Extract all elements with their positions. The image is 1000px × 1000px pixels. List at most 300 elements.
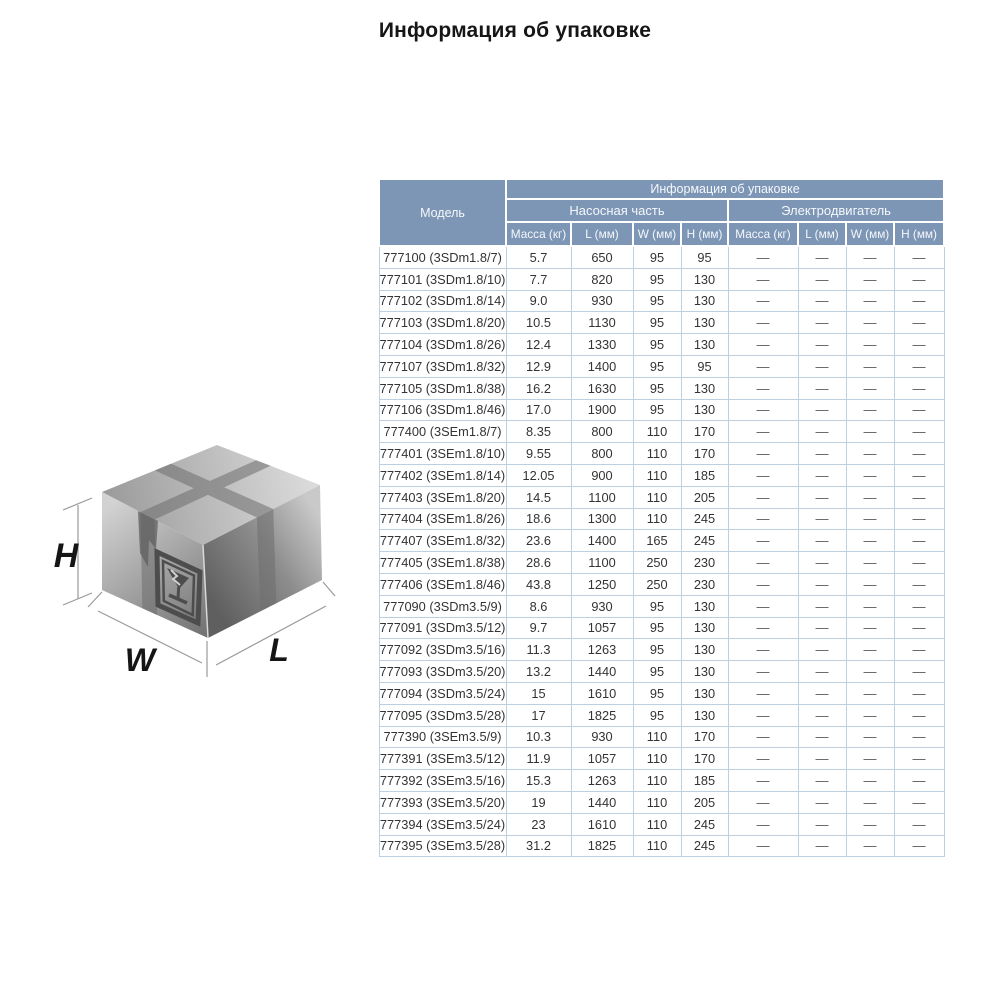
motor-value-cell: — xyxy=(846,399,894,421)
table-row xyxy=(379,246,944,268)
motor-value-cell: — xyxy=(894,813,944,835)
table-group-header: Информация об упаковке xyxy=(506,179,944,199)
section-header-pump: Насосная часть xyxy=(506,199,728,222)
motor-value-cell: — xyxy=(846,421,894,443)
model-cell: 777402 (3SEm1.8/14) xyxy=(379,464,506,486)
motor-value-cell: — xyxy=(798,530,846,552)
table-row xyxy=(379,464,944,486)
table-row xyxy=(379,791,944,813)
motor-value-cell: — xyxy=(798,617,846,639)
pump-value-cell: 8.35 xyxy=(506,421,571,443)
pump-value-cell: 250 xyxy=(633,552,681,574)
motor-value-cell: — xyxy=(846,355,894,377)
model-cell: 777404 (3SEm1.8/26) xyxy=(379,508,506,530)
width-dimension-label: W xyxy=(124,642,156,678)
pump-value-cell: 110 xyxy=(633,835,681,857)
motor-value-cell: — xyxy=(846,290,894,312)
motor-value-cell: — xyxy=(846,835,894,857)
table-row xyxy=(379,530,944,552)
pump-value-cell: 110 xyxy=(633,770,681,792)
pump-value-cell: 130 xyxy=(681,290,728,312)
motor-value-cell: — xyxy=(798,268,846,290)
pump-value-cell: 16.2 xyxy=(506,377,571,399)
motor-value-cell: — xyxy=(846,791,894,813)
pump-value-cell: 95 xyxy=(633,704,681,726)
motor-value-cell: — xyxy=(728,486,798,508)
column-header-pump-h: Н (мм) xyxy=(681,222,728,246)
motor-value-cell: — xyxy=(894,552,944,574)
pump-value-cell: 245 xyxy=(681,508,728,530)
model-cell: 777391 (3SEm3.5/12) xyxy=(379,748,506,770)
motor-value-cell: — xyxy=(728,246,798,268)
pump-value-cell: 205 xyxy=(681,486,728,508)
motor-value-cell: — xyxy=(728,704,798,726)
motor-value-cell: — xyxy=(798,704,846,726)
motor-value-cell: — xyxy=(894,835,944,857)
pump-value-cell: 130 xyxy=(681,399,728,421)
model-cell: 777092 (3SDm3.5/16) xyxy=(379,639,506,661)
pump-value-cell: 1250 xyxy=(571,573,633,595)
motor-value-cell: — xyxy=(846,508,894,530)
pump-value-cell: 14.5 xyxy=(506,486,571,508)
motor-value-cell: — xyxy=(728,290,798,312)
motor-value-cell: — xyxy=(798,661,846,683)
motor-value-cell: — xyxy=(798,486,846,508)
table-row xyxy=(379,813,944,835)
pump-value-cell: 17.0 xyxy=(506,399,571,421)
motor-value-cell: — xyxy=(846,573,894,595)
pump-value-cell: 95 xyxy=(633,661,681,683)
pump-value-cell: 800 xyxy=(571,443,633,465)
column-header-pump-mass: Масса (кг) xyxy=(506,222,571,246)
pump-value-cell: 230 xyxy=(681,552,728,574)
pump-value-cell: 95 xyxy=(633,312,681,334)
pump-value-cell: 170 xyxy=(681,421,728,443)
motor-value-cell: — xyxy=(798,835,846,857)
column-header-pump-w: W (мм) xyxy=(633,222,681,246)
pump-value-cell: 130 xyxy=(681,334,728,356)
pump-value-cell: 95 xyxy=(633,377,681,399)
pump-value-cell: 130 xyxy=(681,661,728,683)
pump-value-cell: 165 xyxy=(633,530,681,552)
motor-value-cell: — xyxy=(798,726,846,748)
column-header-motor-mass: Масса (кг) xyxy=(728,222,798,246)
motor-value-cell: — xyxy=(846,443,894,465)
model-cell: 777393 (3SEm3.5/20) xyxy=(379,791,506,813)
motor-value-cell: — xyxy=(894,355,944,377)
length-dimension-label: L xyxy=(269,632,289,668)
table-row xyxy=(379,639,944,661)
pump-value-cell: 130 xyxy=(681,617,728,639)
column-header-motor-w: W (мм) xyxy=(846,222,894,246)
motor-value-cell: — xyxy=(894,682,944,704)
pump-value-cell: 110 xyxy=(633,443,681,465)
pump-value-cell: 15 xyxy=(506,682,571,704)
motor-value-cell: — xyxy=(846,486,894,508)
pump-value-cell: 230 xyxy=(681,573,728,595)
motor-value-cell: — xyxy=(894,377,944,399)
pump-value-cell: 110 xyxy=(633,508,681,530)
pump-value-cell: 28.6 xyxy=(506,552,571,574)
motor-value-cell: — xyxy=(798,552,846,574)
model-cell: 777405 (3SEm1.8/38) xyxy=(379,552,506,574)
table-row xyxy=(379,486,944,508)
motor-value-cell: — xyxy=(728,682,798,704)
column-header-motor-l: L (мм) xyxy=(798,222,846,246)
pump-value-cell: 15.3 xyxy=(506,770,571,792)
pump-value-cell: 9.7 xyxy=(506,617,571,639)
pump-value-cell: 185 xyxy=(681,464,728,486)
model-cell: 777400 (3SEm1.8/7) xyxy=(379,421,506,443)
motor-value-cell: — xyxy=(894,399,944,421)
motor-value-cell: — xyxy=(728,791,798,813)
pump-value-cell: 95 xyxy=(633,355,681,377)
model-cell: 777406 (3SEm1.8/46) xyxy=(379,573,506,595)
motor-value-cell: — xyxy=(846,748,894,770)
pump-value-cell: 1057 xyxy=(571,617,633,639)
motor-value-cell: — xyxy=(894,595,944,617)
pump-value-cell: 1400 xyxy=(571,355,633,377)
pump-value-cell: 95 xyxy=(633,399,681,421)
motor-value-cell: — xyxy=(728,399,798,421)
motor-value-cell: — xyxy=(798,573,846,595)
motor-value-cell: — xyxy=(846,552,894,574)
model-cell: 777403 (3SEm1.8/20) xyxy=(379,486,506,508)
pump-value-cell: 31.2 xyxy=(506,835,571,857)
table-row xyxy=(379,704,944,726)
motor-value-cell: — xyxy=(894,312,944,334)
box-body xyxy=(102,445,322,638)
pump-value-cell: 110 xyxy=(633,726,681,748)
table-row xyxy=(379,552,944,574)
model-cell: 777395 (3SEm3.5/28) xyxy=(379,835,506,857)
motor-value-cell: — xyxy=(846,661,894,683)
pump-value-cell: 245 xyxy=(681,530,728,552)
model-cell: 777106 (3SDm1.8/46) xyxy=(379,399,506,421)
pump-value-cell: 245 xyxy=(681,813,728,835)
motor-value-cell: — xyxy=(798,791,846,813)
motor-value-cell: — xyxy=(894,770,944,792)
pump-value-cell: 12.9 xyxy=(506,355,571,377)
pump-value-cell: 245 xyxy=(681,835,728,857)
pump-value-cell: 1825 xyxy=(571,704,633,726)
motor-value-cell: — xyxy=(728,726,798,748)
pump-value-cell: 130 xyxy=(681,595,728,617)
height-dimension-label: H xyxy=(53,537,79,575)
model-cell: 777100 (3SDm1.8/7) xyxy=(379,246,506,268)
pump-value-cell: 1300 xyxy=(571,508,633,530)
motor-value-cell: — xyxy=(728,661,798,683)
pump-value-cell: 1100 xyxy=(571,486,633,508)
motor-value-cell: — xyxy=(894,617,944,639)
motor-value-cell: — xyxy=(728,421,798,443)
motor-value-cell: — xyxy=(798,290,846,312)
pump-value-cell: 23 xyxy=(506,813,571,835)
motor-value-cell: — xyxy=(894,573,944,595)
table-row xyxy=(379,334,944,356)
motor-value-cell: — xyxy=(846,268,894,290)
pump-value-cell: 820 xyxy=(571,268,633,290)
motor-value-cell: — xyxy=(894,290,944,312)
table-row xyxy=(379,312,944,334)
pump-value-cell: 43.8 xyxy=(506,573,571,595)
pump-value-cell: 1900 xyxy=(571,399,633,421)
pump-value-cell: 12.05 xyxy=(506,464,571,486)
table-row xyxy=(379,573,944,595)
model-cell: 777390 (3SEm3.5/9) xyxy=(379,726,506,748)
model-cell: 777094 (3SDm3.5/24) xyxy=(379,682,506,704)
motor-value-cell: — xyxy=(798,595,846,617)
column-header-pump-l: L (мм) xyxy=(571,222,633,246)
motor-value-cell: — xyxy=(894,748,944,770)
table-row xyxy=(379,290,944,312)
table-row xyxy=(379,443,944,465)
pump-value-cell: 170 xyxy=(681,443,728,465)
pump-value-cell: 11.9 xyxy=(506,748,571,770)
model-cell: 777102 (3SDm1.8/14) xyxy=(379,290,506,312)
motor-value-cell: — xyxy=(894,421,944,443)
pump-value-cell: 185 xyxy=(681,770,728,792)
motor-value-cell: — xyxy=(798,464,846,486)
model-cell: 777394 (3SEm3.5/24) xyxy=(379,813,506,835)
motor-value-cell: — xyxy=(846,530,894,552)
pump-value-cell: 110 xyxy=(633,421,681,443)
motor-value-cell: — xyxy=(798,421,846,443)
pump-value-cell: 9.0 xyxy=(506,290,571,312)
table-row xyxy=(379,508,944,530)
motor-value-cell: — xyxy=(894,464,944,486)
table-row xyxy=(379,661,944,683)
pump-value-cell: 1825 xyxy=(571,835,633,857)
package-box-illustration xyxy=(50,415,370,705)
pump-value-cell: 110 xyxy=(633,791,681,813)
motor-value-cell: — xyxy=(728,835,798,857)
pump-value-cell: 12.4 xyxy=(506,334,571,356)
pump-value-cell: 23.6 xyxy=(506,530,571,552)
motor-value-cell: — xyxy=(894,661,944,683)
table-row xyxy=(379,355,944,377)
pump-value-cell: 1440 xyxy=(571,661,633,683)
model-cell: 777091 (3SDm3.5/12) xyxy=(379,617,506,639)
pump-value-cell: 8.6 xyxy=(506,595,571,617)
motor-value-cell: — xyxy=(846,617,894,639)
pump-value-cell: 7.7 xyxy=(506,268,571,290)
pump-value-cell: 130 xyxy=(681,704,728,726)
motor-value-cell: — xyxy=(728,573,798,595)
column-header-motor-h: Н (мм) xyxy=(894,222,944,246)
pump-value-cell: 1263 xyxy=(571,639,633,661)
motor-value-cell: — xyxy=(728,639,798,661)
pump-value-cell: 1610 xyxy=(571,682,633,704)
motor-value-cell: — xyxy=(728,748,798,770)
model-cell: 777101 (3SDm1.8/10) xyxy=(379,268,506,290)
motor-value-cell: — xyxy=(728,464,798,486)
pump-value-cell: 95 xyxy=(633,334,681,356)
pump-value-cell: 95 xyxy=(633,268,681,290)
pump-value-cell: 95 xyxy=(633,595,681,617)
model-cell: 777401 (3SEm1.8/10) xyxy=(379,443,506,465)
motor-value-cell: — xyxy=(798,508,846,530)
motor-value-cell: — xyxy=(728,508,798,530)
pump-value-cell: 110 xyxy=(633,486,681,508)
table-row xyxy=(379,770,944,792)
model-cell: 777392 (3SEm3.5/16) xyxy=(379,770,506,792)
pump-value-cell: 930 xyxy=(571,595,633,617)
motor-value-cell: — xyxy=(798,682,846,704)
motor-value-cell: — xyxy=(846,726,894,748)
pump-value-cell: 95 xyxy=(681,246,728,268)
model-cell: 777407 (3SEm1.8/32) xyxy=(379,530,506,552)
motor-value-cell: — xyxy=(894,704,944,726)
pump-value-cell: 650 xyxy=(571,246,633,268)
motor-value-cell: — xyxy=(798,312,846,334)
pump-value-cell: 130 xyxy=(681,682,728,704)
motor-value-cell: — xyxy=(728,334,798,356)
motor-value-cell: — xyxy=(728,530,798,552)
pump-value-cell: 95 xyxy=(681,355,728,377)
pump-value-cell: 900 xyxy=(571,464,633,486)
motor-value-cell: — xyxy=(728,813,798,835)
pump-value-cell: 1263 xyxy=(571,770,633,792)
model-cell: 777095 (3SDm3.5/28) xyxy=(379,704,506,726)
motor-value-cell: — xyxy=(894,791,944,813)
motor-value-cell: — xyxy=(798,377,846,399)
pump-value-cell: 1100 xyxy=(571,552,633,574)
motor-value-cell: — xyxy=(894,639,944,661)
pump-value-cell: 205 xyxy=(681,791,728,813)
pump-value-cell: 1330 xyxy=(571,334,633,356)
motor-value-cell: — xyxy=(728,595,798,617)
table-row xyxy=(379,835,944,857)
pump-value-cell: 800 xyxy=(571,421,633,443)
pump-value-cell: 95 xyxy=(633,682,681,704)
model-cell: 777090 (3SDm3.5/9) xyxy=(379,595,506,617)
motor-value-cell: — xyxy=(728,552,798,574)
model-cell: 777107 (3SDm1.8/32) xyxy=(379,355,506,377)
pump-value-cell: 130 xyxy=(681,312,728,334)
packaging-table xyxy=(378,178,945,857)
motor-value-cell: — xyxy=(846,377,894,399)
motor-value-cell: — xyxy=(798,355,846,377)
pump-value-cell: 130 xyxy=(681,268,728,290)
pump-value-cell: 930 xyxy=(571,290,633,312)
motor-value-cell: — xyxy=(728,268,798,290)
table-row xyxy=(379,399,944,421)
motor-value-cell: — xyxy=(798,246,846,268)
section-header-motor: Электродвигатель xyxy=(728,199,944,222)
motor-value-cell: — xyxy=(798,813,846,835)
motor-value-cell: — xyxy=(798,770,846,792)
motor-value-cell: — xyxy=(846,464,894,486)
pump-value-cell: 95 xyxy=(633,639,681,661)
pump-value-cell: 10.3 xyxy=(506,726,571,748)
pump-value-cell: 10.5 xyxy=(506,312,571,334)
model-cell: 777103 (3SDm1.8/20) xyxy=(379,312,506,334)
pump-value-cell: 1400 xyxy=(571,530,633,552)
motor-value-cell: — xyxy=(894,486,944,508)
table-row xyxy=(379,595,944,617)
pump-value-cell: 95 xyxy=(633,617,681,639)
page-title: Информация об упаковке xyxy=(378,19,652,42)
pump-value-cell: 17 xyxy=(506,704,571,726)
pump-value-cell: 1610 xyxy=(571,813,633,835)
model-cell: 777093 (3SDm3.5/20) xyxy=(379,661,506,683)
motor-value-cell: — xyxy=(894,726,944,748)
pump-value-cell: 95 xyxy=(633,246,681,268)
pump-value-cell: 130 xyxy=(681,639,728,661)
motor-value-cell: — xyxy=(894,334,944,356)
table-row xyxy=(379,748,944,770)
table-body xyxy=(379,246,944,857)
pump-value-cell: 95 xyxy=(633,290,681,312)
table-row xyxy=(379,726,944,748)
model-cell: 777105 (3SDm1.8/38) xyxy=(379,377,506,399)
pump-value-cell: 5.7 xyxy=(506,246,571,268)
motor-value-cell: — xyxy=(798,639,846,661)
table-row xyxy=(379,377,944,399)
table-row xyxy=(379,421,944,443)
pump-value-cell: 1630 xyxy=(571,377,633,399)
motor-value-cell: — xyxy=(728,443,798,465)
motor-value-cell: — xyxy=(894,443,944,465)
motor-value-cell: — xyxy=(728,770,798,792)
model-cell: 777104 (3SDm1.8/26) xyxy=(379,334,506,356)
motor-value-cell: — xyxy=(846,813,894,835)
motor-value-cell: — xyxy=(798,748,846,770)
pump-value-cell: 13.2 xyxy=(506,661,571,683)
table-row xyxy=(379,682,944,704)
motor-value-cell: — xyxy=(798,399,846,421)
motor-value-cell: — xyxy=(728,377,798,399)
pump-value-cell: 19 xyxy=(506,791,571,813)
pump-value-cell: 11.3 xyxy=(506,639,571,661)
motor-value-cell: — xyxy=(846,312,894,334)
motor-value-cell: — xyxy=(894,508,944,530)
table-row xyxy=(379,268,944,290)
pump-value-cell: 9.55 xyxy=(506,443,571,465)
pump-value-cell: 110 xyxy=(633,748,681,770)
pump-value-cell: 1057 xyxy=(571,748,633,770)
pump-value-cell: 18.6 xyxy=(506,508,571,530)
pump-value-cell: 1440 xyxy=(571,791,633,813)
table-row xyxy=(379,617,944,639)
motor-value-cell: — xyxy=(846,704,894,726)
pump-value-cell: 130 xyxy=(681,377,728,399)
motor-value-cell: — xyxy=(846,682,894,704)
column-header-model: Модель xyxy=(379,179,506,246)
pump-value-cell: 1130 xyxy=(571,312,633,334)
pump-value-cell: 110 xyxy=(633,813,681,835)
motor-value-cell: — xyxy=(846,770,894,792)
motor-value-cell: — xyxy=(894,530,944,552)
motor-value-cell: — xyxy=(846,595,894,617)
pump-value-cell: 110 xyxy=(633,464,681,486)
motor-value-cell: — xyxy=(728,617,798,639)
motor-value-cell: — xyxy=(728,355,798,377)
motor-value-cell: — xyxy=(894,268,944,290)
motor-value-cell: — xyxy=(846,639,894,661)
motor-value-cell: — xyxy=(846,334,894,356)
pump-value-cell: 250 xyxy=(633,573,681,595)
packaging-table-container xyxy=(378,178,943,857)
motor-value-cell: — xyxy=(798,334,846,356)
pump-value-cell: 170 xyxy=(681,726,728,748)
pump-value-cell: 930 xyxy=(571,726,633,748)
motor-value-cell: — xyxy=(798,443,846,465)
motor-value-cell: — xyxy=(846,246,894,268)
pump-value-cell: 170 xyxy=(681,748,728,770)
motor-value-cell: — xyxy=(894,246,944,268)
